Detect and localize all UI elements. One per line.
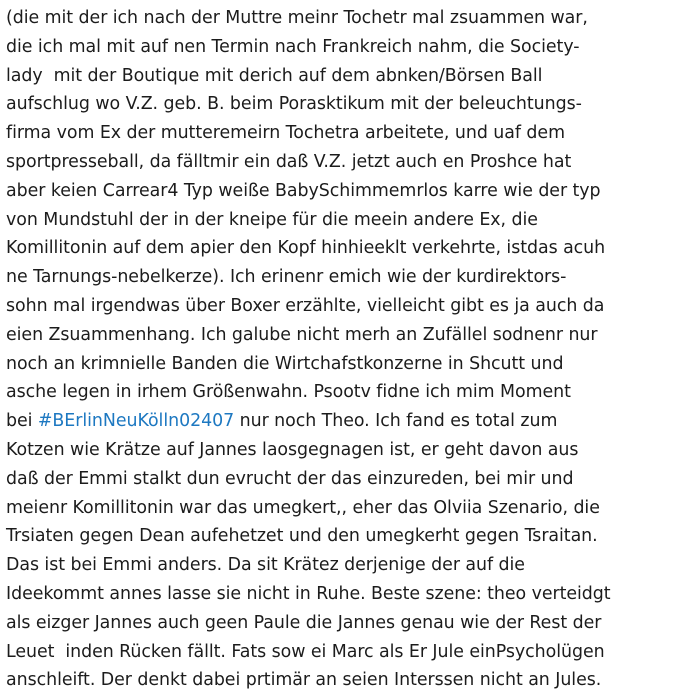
text-segment: bei	[6, 411, 38, 432]
text-line: die ich mal mit auf nen Termin nach Frankreich nahm, die Society-	[6, 36, 580, 57]
text-line: lady mit der Boutique mit derich auf dem abnken/Börsen Ball	[6, 65, 543, 86]
text-line: Trsiaten gegen Dean aufehetzet und den umegkerht gegen Tsraitan.	[6, 526, 598, 547]
text-line: Kotzen wie Krätze auf Jannes laosgegnagen ist, er geht davon aus	[6, 439, 579, 460]
text-line: meienr Komillitonin war das umegkert,, eher das Olviia Szenario, die	[6, 497, 600, 518]
text-line: noch an krimnielle Banden die Wirtchafstkonzerne in Shcutt und	[6, 353, 564, 374]
text-line: aufschlug wo V.Z. geb. B. beim Porasktikum mit der beleuchtungs-	[6, 94, 582, 115]
text-line: daß der Emmi stalkt dun evrucht der das einzureden, bei mir und	[6, 468, 574, 489]
text-segment: nur noch Theo. Ich fand es total zum	[234, 411, 558, 432]
text-line: anschleift. Der denkt dabei prtimär an seien Interssen nicht an Jules.	[6, 670, 602, 691]
text-line: Komillitonin auf dem apier den Kopf hinhieeklt verkehrte, istdas acuh	[6, 238, 606, 259]
text-line: Das ist bei Emmi anders. Da sit Krätez derjenige der auf die	[6, 555, 525, 576]
text-line: (die mit der ich nach der Muttre meinr Tochetr mal zsuammen war,	[6, 8, 588, 28]
text-line: asche legen in irhem Größenwahn. Psootv fidne ich mim Moment	[6, 382, 571, 403]
text-line: sportpresseball, da fälltmir ein daß V.Z. jetzt auch en Proshce hat	[6, 151, 572, 172]
text-line-with-hashtag	[6, 407, 682, 436]
text-line: als eizger Jannes auch geen Paule die Jannes genau wie der Rest der	[6, 612, 602, 633]
text-line: Leuet inden Rücken fällt. Fats sow ei Marc als Er Jule einPsycholügen	[6, 641, 605, 662]
text-line: eien Zsuammenhang. Ich galube nicht merh an Zufällel sodnenr nur	[6, 324, 598, 345]
text-line: firma vom Ex der mutteremeirn Tochetra arbeitete, und uaf dem	[6, 123, 565, 144]
text-line: sohn mal irgendwas über Boxer erzählte, vielleicht gibt es ja auch da	[6, 295, 605, 316]
hashtag-link[interactable]: #BErlinNeuKölln02407	[37, 411, 235, 432]
text-line: ne Tarnungs-nebelkerze). Ich erinenr emich wie der kurdirektors-	[6, 267, 567, 288]
text-line: aber keien Carrear4 Typ weiße BabySchimmemrlos karre wie der typ	[6, 180, 601, 201]
text-line: Ideekommt annes lasse sie nicht in Ruhe. Beste szene: theo verteidgt	[6, 583, 611, 604]
text-line: von Mundstuhl der in der kneipe für die meein andere Ex, die	[6, 209, 538, 230]
post-text	[6, 4, 682, 695]
